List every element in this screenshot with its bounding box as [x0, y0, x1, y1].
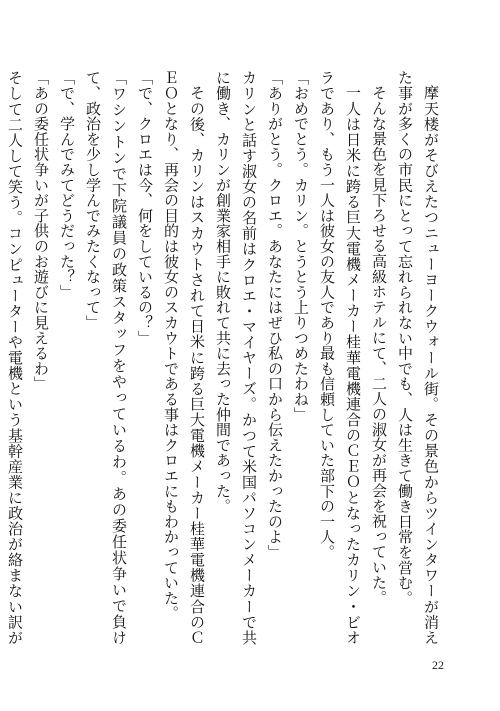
paragraph-12: そして二人して笑う。コンピューターや電機という基幹産業に政治が絡まない訳が	[6, 70, 24, 645]
paragraph-11: 「あの委任状争いが子供のお遊びに見えるわ」	[32, 70, 50, 392]
paragraph-10: 「で、学んでみてどうだった？」	[58, 70, 76, 300]
vertical-text-body	[6, 70, 444, 645]
paragraph-8: 「で、クロエは今、何をしているの？」	[136, 70, 154, 346]
paragraph-7: その後、カリンはスカウトされて日米に跨る巨大電機メーカー桂華電機連合のＣＥＯとなり、再会の目的は彼女のスカウトである事はクロエにもわかっていた。	[162, 70, 206, 645]
paragraph-4: 「おめでとう。カリン。とうとう上りつめたわね」	[292, 70, 310, 422]
paragraph-5: 「ありがとう。クロエ。あなたにはぜひ私の口から伝えたかったのよ」	[266, 70, 284, 560]
page-number: 22	[432, 658, 444, 672]
paragraph-6: カリンと話す淑女の名前はクロエ・マイヤーズ。かつて米国パソコンメーカーで共に働き、カリンが創業家相手に敗れて共に去った仲間であった。	[214, 70, 258, 645]
paragraph-2: そんな景色を見下ろせる高級ホテルにて、二人の淑女が再会を祝っていた。	[370, 85, 388, 606]
paragraph-3: 一人は日米に跨る巨大電機メーカー桂華電機連合のＣＥＯとなったカリン・ビオラであり、もう一人は彼女の友人であり最も信頼していた部下の一人。	[318, 70, 362, 645]
paragraph-1: 摩天楼がそびえたつニューヨークウォール街。その景色からツインタワーが消えた事が多くの市民にとって忘れられない中でも、人は生きて働き日常を営む。	[396, 70, 440, 645]
paragraph-9: 「ワシントンで下院議員の政策スタッフをやっているわ。あの委任状争いで負けて、政治を少し学んでみたくなって」	[84, 70, 128, 645]
